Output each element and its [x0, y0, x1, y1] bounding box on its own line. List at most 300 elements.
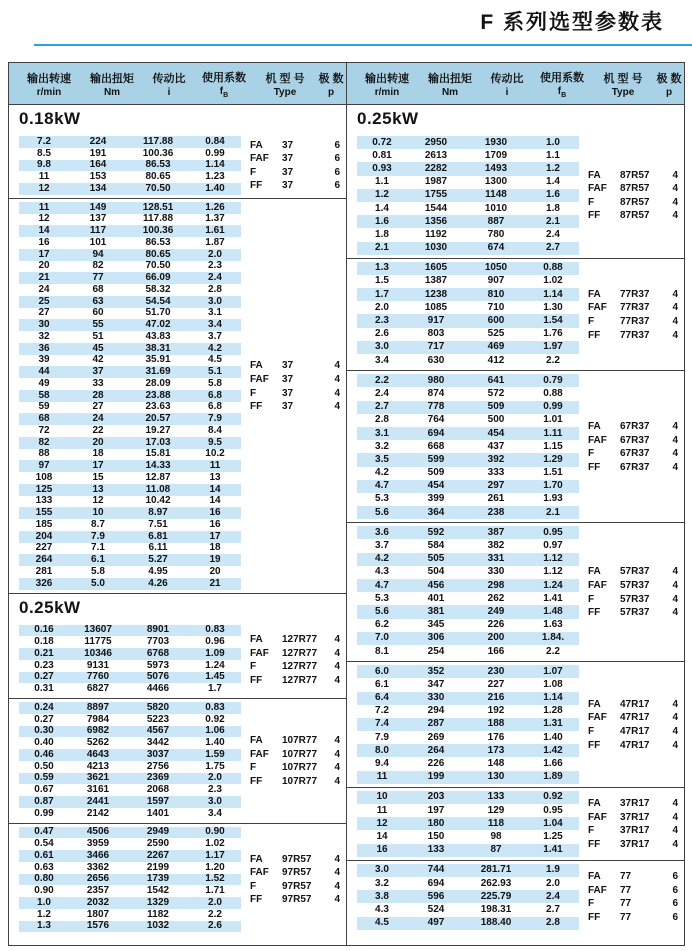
type-prefix: FF — [588, 911, 601, 923]
cell-torque: 3621 — [86, 772, 110, 784]
cell-fs: 19 — [209, 554, 221, 566]
header-label-zh: 输出转速 — [27, 72, 71, 85]
cell-speed: 1.2 — [375, 189, 389, 201]
table-row — [357, 903, 579, 916]
cell-ratio: 8901 — [146, 624, 170, 636]
type-line — [588, 910, 678, 924]
cell-ratio: 5973 — [146, 659, 170, 671]
type-line — [250, 646, 340, 660]
type-prefix: FA — [588, 870, 601, 882]
cell-ratio: 412 — [487, 354, 505, 366]
cell-fs: 1.54 — [543, 315, 563, 327]
header-label-zh: 输出转速 — [365, 72, 409, 85]
type-poles: 4 — [334, 748, 340, 760]
cell-speed: 125 — [35, 483, 53, 495]
type-poles: 6 — [672, 911, 678, 923]
cell-fs: 1.29 — [543, 453, 563, 465]
cell-ratio: 23.63 — [145, 401, 171, 413]
table-row — [19, 897, 241, 909]
cell-torque: 1030 — [424, 242, 448, 254]
cell-torque: 8897 — [86, 701, 110, 713]
table-row — [19, 862, 241, 874]
header-unit: p — [665, 86, 673, 98]
table-row — [19, 308, 241, 320]
table-row — [357, 288, 579, 301]
cell-torque: 596 — [427, 890, 445, 902]
header-label-zh: 传动比 — [490, 72, 524, 85]
cell-ratio: 6.81 — [148, 530, 168, 542]
table-row — [19, 413, 241, 425]
cell-fs: 0.99 — [543, 401, 563, 413]
cell-fs: 1.71 — [205, 885, 225, 897]
type-line — [250, 138, 340, 152]
data-block — [347, 661, 684, 787]
type-line — [588, 883, 678, 897]
cell-fs: 1.12 — [543, 566, 563, 578]
cell-speed: 0.90 — [34, 885, 54, 897]
type-size: 127R77 — [282, 633, 318, 645]
cell-ratio: 20.57 — [145, 413, 171, 425]
cell-fs: 2.1 — [546, 506, 560, 518]
cell-fs: 1.06 — [205, 725, 225, 737]
cell-ratio: 216 — [487, 692, 505, 704]
type-list — [250, 138, 340, 192]
cell-fs: 1.76 — [543, 328, 563, 340]
type-size: 47R17 — [620, 725, 650, 737]
cell-ratio: 2199 — [146, 861, 170, 873]
cell-torque: 456 — [427, 579, 445, 591]
type-size: 37R17 — [620, 825, 650, 837]
table-row — [357, 189, 579, 202]
cell-fs: 1.20 — [205, 861, 225, 873]
cell-torque: 37 — [92, 366, 104, 378]
cell-speed: 0.27 — [34, 713, 54, 725]
cell-ratio: 1493 — [484, 162, 508, 174]
cell-speed: 49 — [38, 377, 50, 389]
cell-ratio: 129 — [487, 804, 505, 816]
table-row — [19, 827, 241, 839]
type-line — [588, 606, 678, 620]
cell-speed: 16 — [38, 236, 50, 248]
cell-speed: 7.9 — [375, 731, 389, 743]
cell-torque: 2950 — [424, 136, 448, 148]
cell-fs: 1.61 — [205, 225, 225, 237]
cell-fs: 1.11 — [543, 427, 563, 439]
cell-speed: 16 — [376, 844, 388, 856]
type-poles: 4 — [672, 461, 678, 473]
cell-torque: 694 — [427, 877, 445, 889]
cell-torque: 153 — [89, 171, 107, 183]
cell-torque: 694 — [427, 427, 445, 439]
cell-torque: 264 — [427, 744, 445, 756]
type-prefix: FA — [588, 566, 601, 578]
table-row — [357, 890, 579, 903]
cell-speed: 3.0 — [375, 864, 389, 876]
cell-fs: 2.8 — [208, 283, 222, 295]
cell-fs: 1.17 — [205, 849, 225, 861]
type-poles: 4 — [672, 838, 678, 850]
cell-torque: 717 — [427, 341, 445, 353]
cell-ratio: 392 — [487, 453, 505, 465]
type-poles: 4 — [334, 360, 340, 372]
cell-fs: 13 — [209, 471, 221, 483]
table-row — [19, 148, 241, 160]
cell-speed: 68 — [38, 413, 50, 425]
cell-torque: 504 — [427, 566, 445, 578]
table-row — [357, 678, 579, 691]
table-row — [19, 909, 241, 921]
cell-ratio: 176 — [487, 731, 505, 743]
cell-speed: 59 — [38, 401, 50, 413]
cell-speed: 108 — [35, 471, 53, 483]
table-row — [19, 749, 241, 761]
cell-fs: 1.41 — [543, 592, 563, 604]
cell-speed: 4.2 — [375, 553, 389, 565]
cell-ratio: 238 — [487, 506, 505, 518]
cell-ratio: 226 — [487, 619, 505, 631]
type-prefix: F — [250, 661, 257, 673]
cell-speed: 4.2 — [375, 467, 389, 479]
header-label-zh: 输出扭矩 — [90, 72, 134, 85]
type-list — [250, 852, 340, 906]
cell-ratio: 2949 — [146, 826, 170, 838]
cell-fs: 2.2 — [546, 354, 560, 366]
data-block — [347, 787, 684, 860]
cell-ratio: 387 — [487, 526, 505, 538]
type-line — [588, 810, 678, 824]
type-poles: 6 — [672, 884, 678, 896]
type-poles: 4 — [334, 401, 340, 413]
cell-torque: 9131 — [86, 659, 110, 671]
table-row — [19, 683, 241, 695]
table-row — [357, 692, 579, 705]
cell-ratio: 4466 — [146, 683, 170, 695]
cell-torque: 5262 — [86, 737, 110, 749]
cell-torque: 381 — [427, 605, 445, 617]
cell-fs: 3.1 — [208, 307, 222, 319]
cell-speed: 0.93 — [372, 162, 392, 174]
cell-fs: 1.40 — [543, 731, 563, 743]
table-row — [357, 731, 579, 744]
table-row — [357, 215, 579, 228]
cell-fs: 0.96 — [205, 636, 225, 648]
cell-fs: 14 — [209, 483, 221, 495]
cell-speed: 3.7 — [375, 540, 389, 552]
type-size: 87R57 — [620, 183, 650, 195]
cell-speed: 8.1 — [375, 645, 389, 657]
title-rule — [34, 44, 692, 46]
cell-fs: 1.24 — [205, 659, 225, 671]
cell-speed: 3.5 — [375, 453, 389, 465]
cell-speed: 0.63 — [34, 861, 54, 873]
type-prefix: FA — [250, 734, 263, 746]
type-size: 37 — [282, 360, 294, 372]
table-row — [19, 808, 241, 820]
table-row — [19, 578, 241, 590]
cell-fs: 1.48 — [543, 605, 563, 617]
cell-torque: 55 — [92, 319, 104, 331]
type-line — [588, 195, 678, 209]
data-block — [9, 622, 346, 699]
cell-speed: 0.59 — [34, 772, 54, 784]
type-line — [250, 373, 340, 387]
type-prefix: FAF — [588, 884, 607, 896]
cell-fs: 1.1 — [546, 149, 560, 161]
type-prefix: FA — [250, 360, 263, 372]
cell-fs: 4.5 — [208, 354, 222, 366]
table-row — [19, 625, 241, 637]
type-line — [588, 697, 678, 711]
type-poles: 4 — [334, 647, 340, 659]
cell-torque: 401 — [427, 592, 445, 604]
type-size: 77R37 — [620, 315, 650, 327]
type-prefix: FAF — [588, 183, 607, 195]
table-row — [19, 566, 241, 578]
type-prefix: FAF — [250, 374, 269, 386]
cell-torque: 399 — [427, 493, 445, 505]
table-row — [357, 592, 579, 605]
cell-torque: 27 — [92, 401, 104, 413]
cell-speed: 0.72 — [372, 136, 392, 148]
table-row — [357, 757, 579, 770]
type-line — [588, 724, 678, 738]
type-prefix: F — [588, 593, 595, 605]
cell-torque: 18 — [92, 448, 104, 460]
cell-speed: 6.2 — [375, 619, 389, 631]
cell-fs: 0.99 — [205, 147, 225, 159]
data-block — [9, 698, 346, 823]
cell-ratio: 7.51 — [148, 518, 168, 530]
type-poles: 4 — [672, 196, 678, 208]
cell-speed: 1.2 — [37, 908, 51, 920]
type-line — [588, 433, 678, 447]
table-row — [19, 672, 241, 684]
cell-torque: 197 — [427, 804, 445, 816]
cell-torque: 28 — [92, 389, 104, 401]
table-row — [19, 554, 241, 566]
cell-ratio: 87 — [490, 844, 502, 856]
cell-torque: 1544 — [424, 202, 448, 214]
header-unit: r/min — [374, 86, 400, 98]
cell-speed: 88 — [38, 448, 50, 460]
cell-ratio: 1329 — [146, 896, 170, 908]
cell-fs: 3.4 — [208, 319, 222, 331]
type-size: 57R37 — [620, 566, 650, 578]
cell-ratio: 198.31 — [480, 903, 512, 915]
cell-ratio: 12.87 — [145, 471, 171, 483]
cell-fs: 10.2 — [205, 448, 225, 460]
section-list — [9, 105, 346, 935]
cell-torque: 117 — [89, 225, 107, 237]
type-prefix: FAF — [250, 647, 269, 659]
table-row — [19, 531, 241, 543]
table-row — [19, 366, 241, 378]
cell-speed: 44 — [38, 366, 50, 378]
type-poles: 4 — [672, 434, 678, 446]
cell-fs: 1.07 — [543, 665, 563, 677]
type-poles: 4 — [672, 607, 678, 619]
type-prefix: FAF — [588, 579, 607, 591]
cell-speed: 3.1 — [375, 427, 389, 439]
type-poles: 4 — [672, 288, 678, 300]
cell-fs: 2.3 — [208, 784, 222, 796]
type-prefix: FF — [588, 210, 601, 222]
type-size: 67R37 — [620, 461, 650, 473]
type-line — [588, 460, 678, 474]
type-size: 47R17 — [620, 739, 650, 751]
cell-fs: 7.9 — [208, 413, 222, 425]
header-col — [317, 70, 345, 98]
cell-fs: 0.92 — [543, 791, 563, 803]
type-size: 37 — [282, 166, 294, 178]
cell-torque: 8.7 — [91, 518, 105, 530]
cell-torque: 509 — [427, 467, 445, 479]
type-poles: 4 — [672, 329, 678, 341]
cell-fs: 1.51 — [543, 467, 563, 479]
cell-fs: 1.08 — [543, 678, 563, 690]
cell-torque: 20 — [92, 436, 104, 448]
cell-fs: 1.70 — [543, 480, 563, 492]
type-line — [588, 837, 678, 851]
type-prefix: FA — [588, 420, 601, 432]
cell-ratio: 1597 — [146, 795, 170, 807]
cell-ratio: 5820 — [146, 701, 170, 713]
cell-fs: 0.92 — [205, 713, 225, 725]
table-row — [357, 480, 579, 493]
header-unit: Nm — [103, 86, 121, 98]
cell-speed: 0.46 — [34, 748, 54, 760]
type-list — [588, 565, 678, 619]
cell-torque: 1238 — [424, 288, 448, 300]
header-col — [195, 69, 253, 99]
cell-torque: 6982 — [86, 725, 110, 737]
cell-ratio: 5076 — [146, 671, 170, 683]
cell-ratio: 2267 — [146, 849, 170, 861]
table-row — [19, 472, 241, 484]
cell-ratio: 23.88 — [145, 389, 171, 401]
cell-torque: 584 — [427, 540, 445, 552]
cell-ratio: 230 — [487, 665, 505, 677]
cell-speed: 3.2 — [375, 877, 389, 889]
cell-speed: 3.0 — [375, 341, 389, 353]
type-size: 37 — [282, 387, 294, 399]
cell-speed: 97 — [38, 460, 50, 472]
cell-fs: 1.09 — [205, 647, 225, 659]
type-line — [588, 420, 678, 434]
cell-speed: 0.61 — [34, 849, 54, 861]
cell-torque: 744 — [427, 864, 445, 876]
cell-torque: 3959 — [86, 838, 110, 850]
cell-torque: 1987 — [424, 176, 448, 188]
cell-torque: 2282 — [424, 162, 448, 174]
unit-sub: B — [561, 91, 567, 99]
cell-fs: 18 — [209, 542, 221, 554]
cell-torque: 17 — [92, 460, 104, 472]
cell-speed: 1.4 — [375, 202, 389, 214]
header-label-zh: 极 数 — [656, 72, 682, 85]
type-line — [588, 168, 678, 182]
table-row — [357, 539, 579, 552]
cell-ratio: 148 — [487, 758, 505, 770]
kw-section-label: 0.25kW — [357, 109, 419, 128]
cell-ratio: 600 — [487, 315, 505, 327]
cell-fs: 1.23 — [205, 171, 225, 183]
type-size: 97R57 — [282, 853, 312, 865]
cell-fs: 1.87 — [205, 236, 225, 248]
cell-ratio: 2369 — [146, 772, 170, 784]
cell-ratio: 35.91 — [145, 354, 171, 366]
data-block — [347, 258, 684, 371]
type-poles: 6 — [672, 898, 678, 910]
type-size: 57R37 — [620, 593, 650, 605]
type-line — [588, 314, 678, 328]
cell-ratio: 14.33 — [145, 460, 171, 472]
header-label-zh: 极 数 — [318, 72, 344, 85]
cell-ratio: 70.50 — [145, 182, 171, 194]
cell-speed: 1.3 — [37, 920, 51, 932]
cell-torque: 778 — [427, 401, 445, 413]
data-block — [9, 133, 346, 198]
type-poles: 4 — [334, 374, 340, 386]
cell-speed: 12 — [376, 817, 388, 829]
cell-ratio: 117.88 — [142, 135, 174, 147]
cell-ratio: 261 — [487, 493, 505, 505]
table-row — [19, 449, 241, 461]
cell-ratio: 641 — [487, 374, 505, 386]
cell-fs: 1.9 — [546, 864, 560, 876]
cell-ratio: 1709 — [484, 149, 508, 161]
cell-torque: 63 — [92, 295, 104, 307]
type-line — [250, 879, 340, 893]
cell-ratio: 38.31 — [145, 342, 171, 354]
cell-speed: 2.7 — [375, 401, 389, 413]
table-row — [357, 136, 579, 149]
header-unit: i — [505, 86, 509, 98]
cell-speed: 281 — [35, 565, 53, 577]
table-row — [19, 519, 241, 531]
cell-ratio: 572 — [487, 387, 505, 399]
cell-ratio: 810 — [487, 288, 505, 300]
cell-torque: 505 — [427, 553, 445, 565]
header-unit — [195, 86, 253, 99]
column-header — [347, 63, 684, 105]
cell-ratio: 249 — [487, 605, 505, 617]
type-poles: 4 — [334, 734, 340, 746]
table-row — [19, 225, 241, 237]
cell-ratio: 1542 — [146, 885, 170, 897]
cell-torque: 3362 — [86, 861, 110, 873]
cell-fs: 14 — [209, 495, 221, 507]
type-poles: 6 — [334, 180, 340, 192]
cell-ratio: 54.54 — [145, 295, 171, 307]
cell-ratio: 3442 — [146, 737, 170, 749]
type-poles: 4 — [334, 880, 340, 892]
cell-torque: 5.0 — [91, 577, 105, 589]
table-row — [19, 214, 241, 226]
cell-speed: 2.6 — [375, 328, 389, 340]
cell-torque: 1192 — [425, 228, 447, 240]
cell-torque: 4506 — [86, 826, 110, 838]
cell-fs: 11 — [209, 460, 221, 472]
header-label-zh: 传动比 — [152, 72, 186, 85]
cell-speed: 1.3 — [375, 262, 389, 274]
cell-fs: 1.30 — [543, 301, 563, 313]
table-row — [357, 645, 579, 658]
cell-ratio: 70.50 — [145, 260, 171, 272]
header-col — [481, 70, 533, 98]
table-row — [357, 202, 579, 215]
type-size: 107R77 — [282, 775, 318, 787]
